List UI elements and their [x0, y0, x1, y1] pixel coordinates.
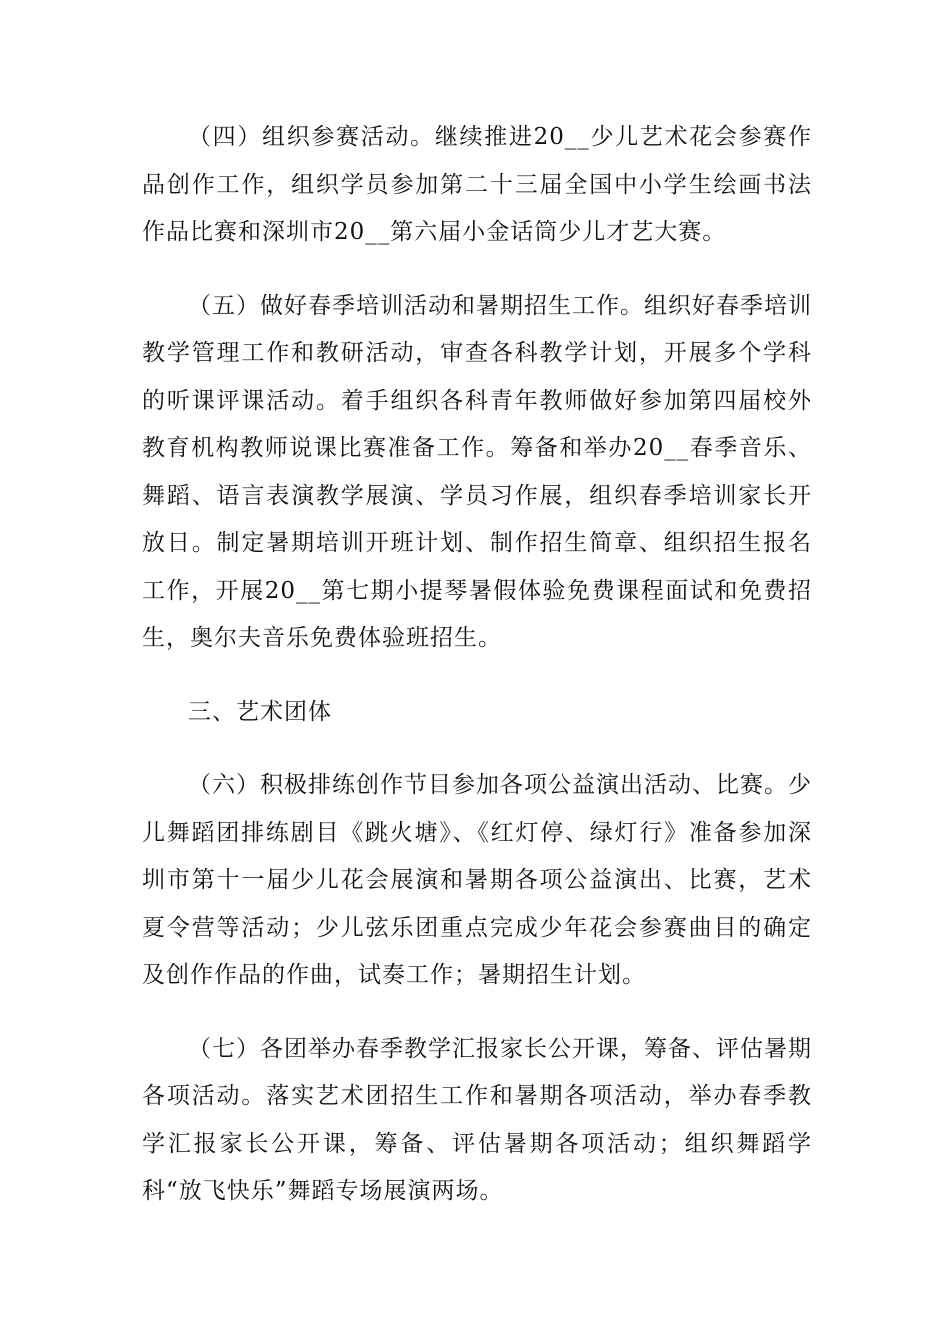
paragraph-gap: [142, 257, 812, 283]
document-body: [142, 114, 812, 1216]
paragraph-gap: [142, 736, 812, 762]
paragraph-gap: [142, 663, 812, 689]
paragraph-gap: [142, 1000, 812, 1026]
paragraph-6: （六）积极排练创作节目参加各项公益演出活动、比赛。少儿舞蹈团排练剧目《跳火塘》、《红灯停、绿灯行》准备参加深圳市第十一届少儿花会展演和暑期各项公益演出、比赛，艺术夏令营等活动；少儿弦乐团重点完成少年花会参赛曲目的确定及创作作品的作曲，试奏工作；暑期招生计划。: [142, 772, 812, 988]
paragraph-4: （四）组织参赛活动。继续推进20__少儿艺术花会参赛作品创作工作，组织学员参加第二十三届全国中小学生绘画书法作品比赛和深圳市20__第六届小金话筒少儿才艺大赛。: [142, 124, 812, 245]
paragraph-7: （七）各团举办春季教学汇报家长公开课，筹备、评估暑期各项活动。落实艺术团招生工作和暑期各项活动，举办春季教学汇报家长公开课，筹备、评估暑期各项活动；组织舞蹈学科“放飞快乐”舞蹈专场展演两场。: [142, 1035, 812, 1204]
section-heading: 三、艺术团体: [188, 698, 332, 725]
paragraph-5: （五）做好春季培训活动和暑期招生工作。组织好春季培训教学管理工作和教研活动，审查各科教学计划，开展多个学科的听课评课活动。着手组织各科青年教师做好参加第四届校外教育机构教师说课比赛准备工作。筹备和举办20__春季音乐、舞蹈、语言表演教学展演、学员习作展，组织春季培训家长开放日。制定暑期培训开班计划、制作招生简章、组织招生报名工作，开展20__第七期小提琴暑假体验免费课程面试和免费招生，奥尔夫音乐免费体验班招生。: [142, 292, 812, 651]
